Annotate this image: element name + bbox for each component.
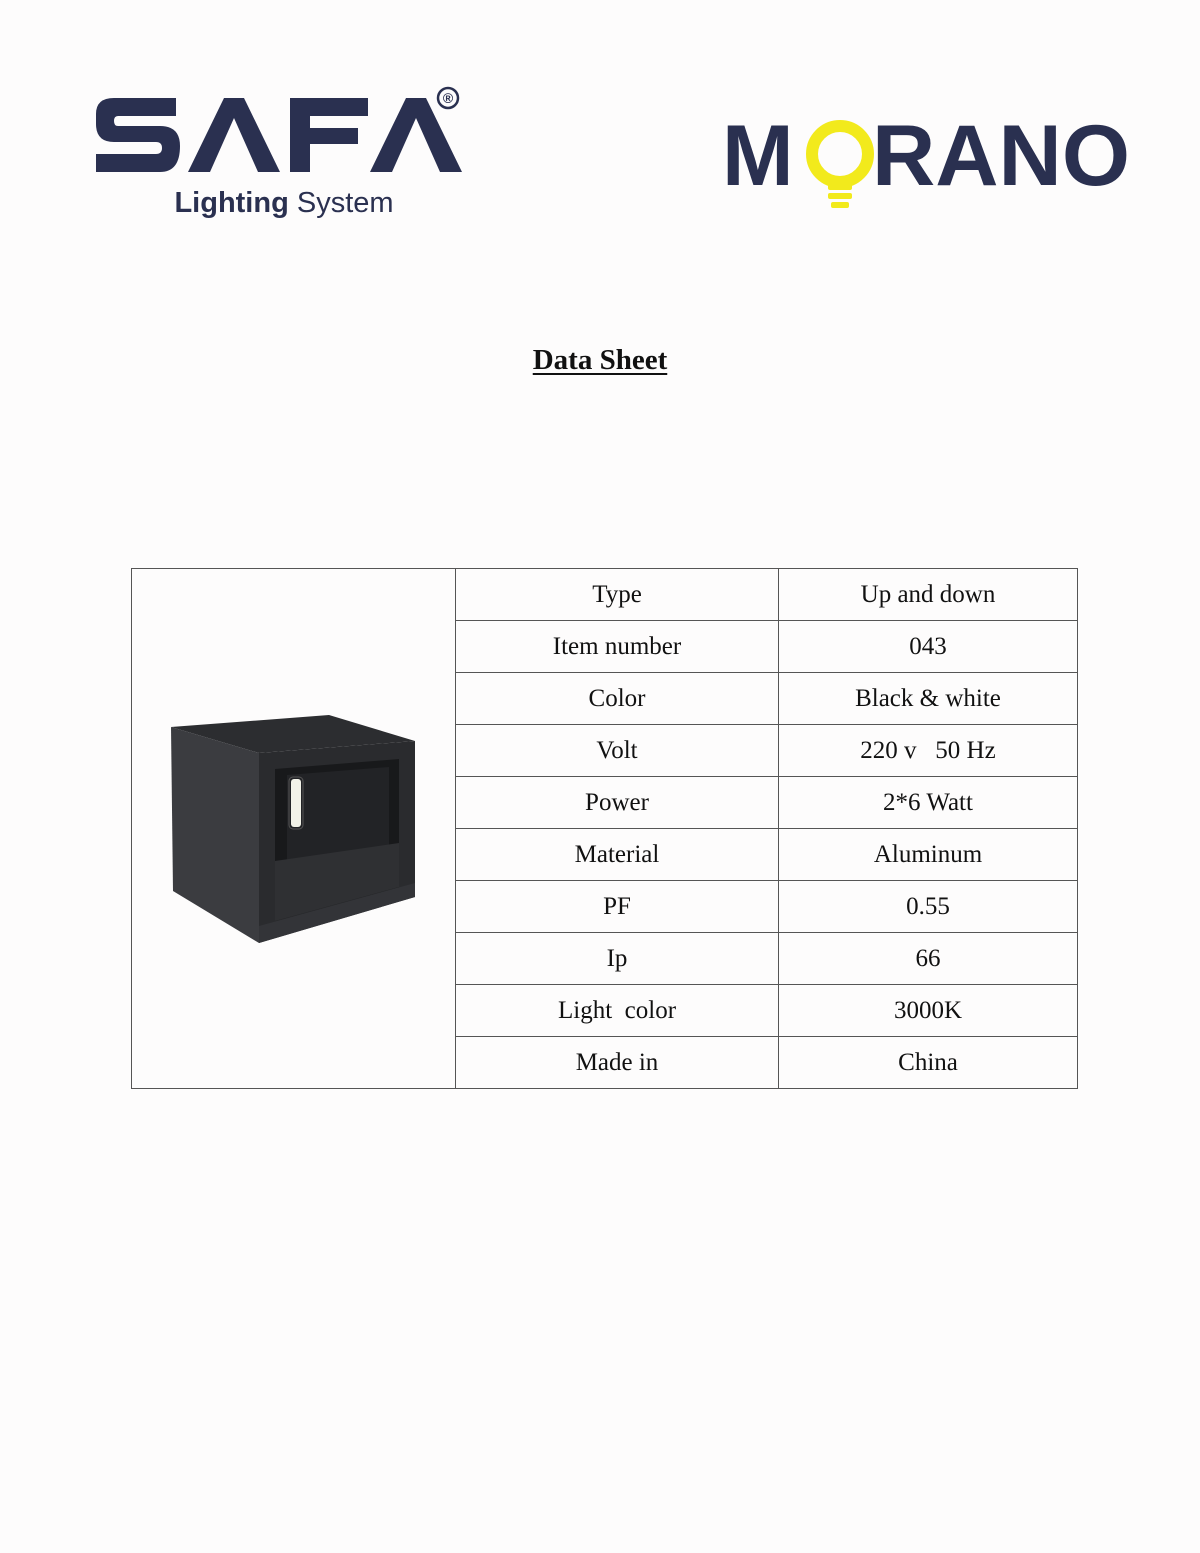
svg-text:M: M	[722, 112, 794, 204]
bulb-icon	[812, 126, 868, 208]
spec-label: Type	[456, 569, 779, 621]
spec-label: Ip	[456, 933, 779, 985]
spec-value: 220 v 50 Hz	[779, 725, 1078, 777]
spec-value: Black & white	[779, 673, 1078, 725]
spec-value: 0.55	[779, 881, 1078, 933]
spec-value: Aluminum	[779, 829, 1078, 881]
spec-table	[131, 568, 1078, 1089]
spec-label: Item number	[456, 621, 779, 673]
spec-label: Power	[456, 777, 779, 829]
spec-value: 3000K	[779, 985, 1078, 1037]
spec-label: Made in	[456, 1037, 779, 1089]
safa-tagline: Lighting System	[174, 187, 394, 219]
spec-label: PF	[456, 881, 779, 933]
product-image-cell	[132, 569, 456, 1089]
safa-logo	[92, 84, 472, 224]
spec-label: Color	[456, 673, 779, 725]
page-title: Data Sheet	[532, 344, 668, 376]
cube-wall-lamp-icon	[169, 711, 419, 946]
registered-mark: ®	[442, 90, 454, 106]
spec-value: 2*6 Watt	[779, 777, 1078, 829]
svg-text:RANO: RANO	[872, 112, 1130, 204]
spec-value: 043	[779, 621, 1078, 673]
spec-value: China	[779, 1037, 1078, 1089]
spec-value: Up and down	[779, 569, 1078, 621]
spec-row	[132, 569, 1078, 621]
spec-label: Light color	[456, 985, 779, 1037]
morano-logo	[722, 112, 1132, 222]
spec-label: Volt	[456, 725, 779, 777]
spec-label: Material	[456, 829, 779, 881]
spec-value: 66	[779, 933, 1078, 985]
